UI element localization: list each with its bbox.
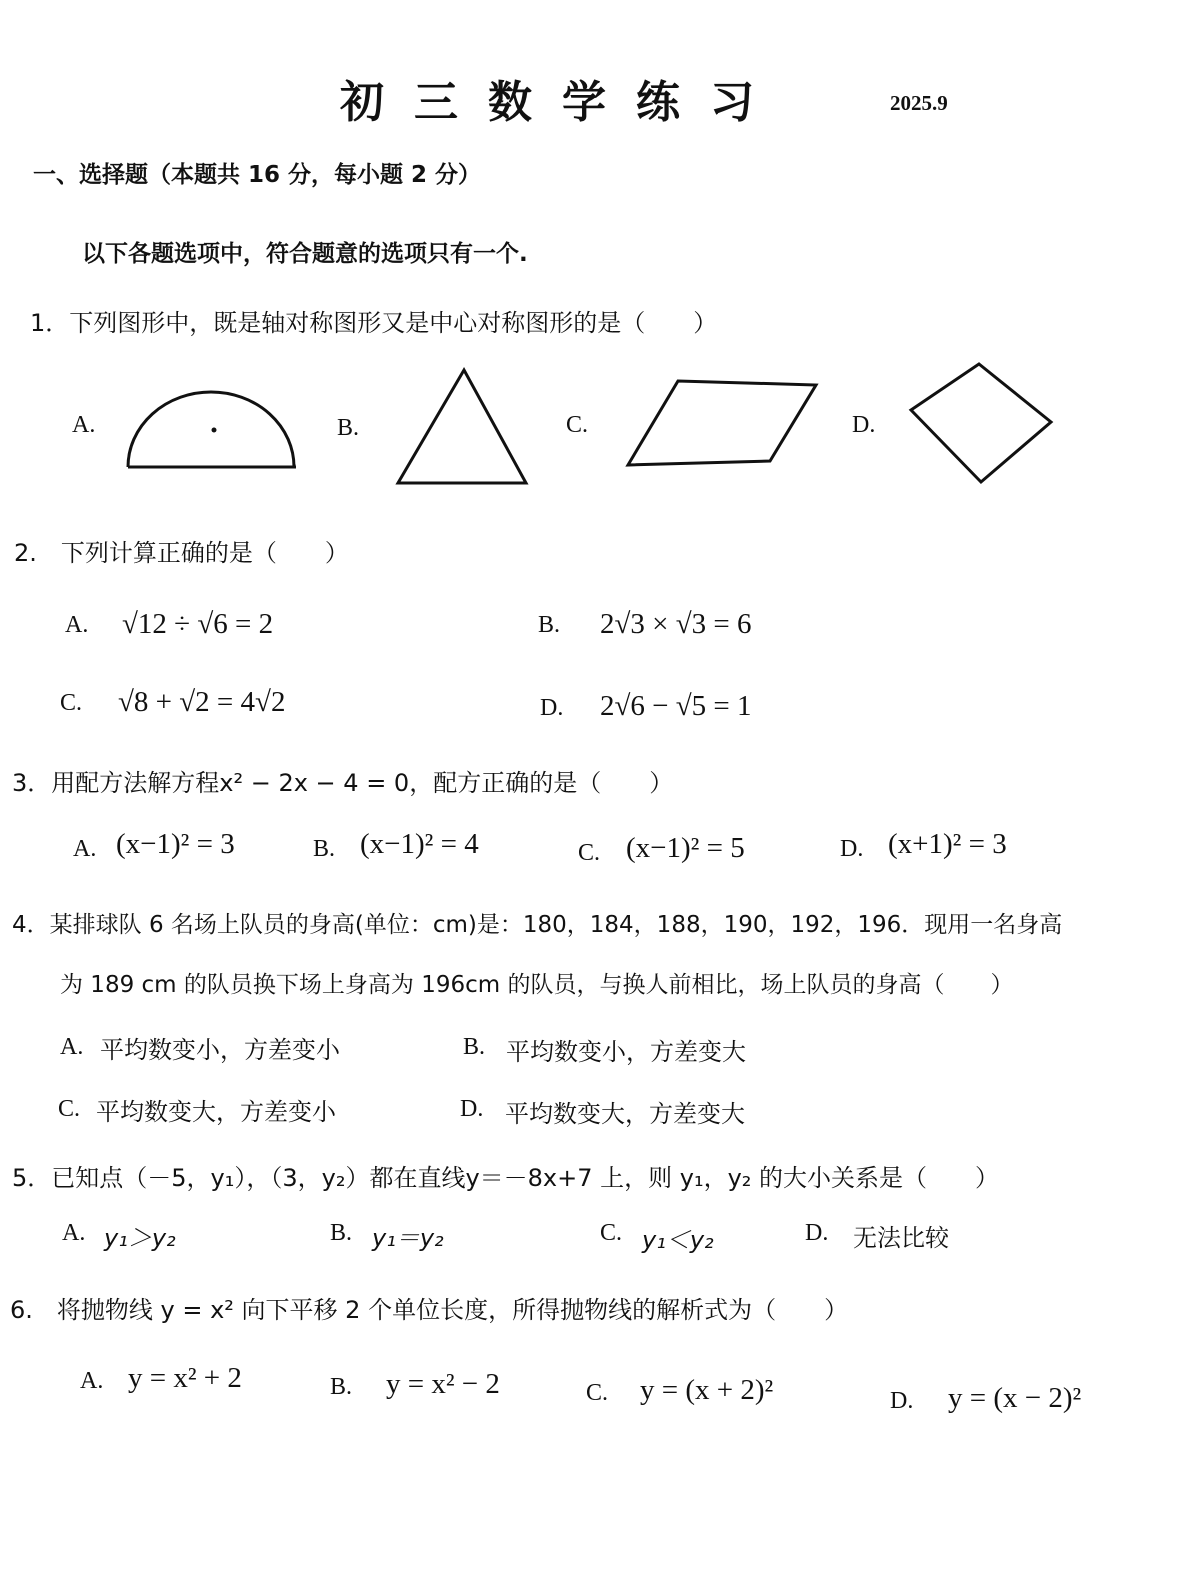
q3-option-b-expr: (x−1)² = 4 xyxy=(360,828,479,860)
question-4-line-1: 4．某排球队 6 名场上队员的身高(单位：cm)是：180，184，188，190，192，196．现用一名身高 xyxy=(12,912,1063,938)
question-3-text: 3．用配方法解方程x² − 2x − 4 = 0，配方正确的是（ ） xyxy=(12,769,674,797)
q5-option-c-text: y₁＜y₂ xyxy=(642,1226,714,1254)
q3-option-a-label: A. xyxy=(73,836,97,862)
q5-option-b-label: B. xyxy=(330,1220,353,1246)
q3-option-a-expr: (x−1)² = 3 xyxy=(116,828,235,860)
q6-option-b-label: B. xyxy=(330,1374,353,1400)
q5-option-b-text: y₁＝y₂ xyxy=(372,1224,444,1252)
semicircle-icon xyxy=(118,384,304,476)
q2-option-d-label: D. xyxy=(540,695,564,721)
q5-option-d-text: 无法比较 xyxy=(853,1224,949,1252)
section-instruction: 以下各题选项中，符合题意的选项只有一个. xyxy=(82,241,528,267)
q2-option-a-expr: √12 ÷ √6 = 2 xyxy=(122,608,274,640)
q4-option-a-label: A. xyxy=(60,1034,84,1060)
q5-option-c-label: C. xyxy=(600,1220,623,1246)
q2-option-b-expr: 2√3 × √3 = 6 xyxy=(600,608,752,640)
q6-option-c-expr: y = (x + 2)² xyxy=(640,1374,774,1406)
q5-option-a-label: A. xyxy=(62,1220,86,1246)
question-5-text: 5．已知点（－5，y₁），（3，y₂）都在直线y＝－8x+7 上，则 y₁，y₂ 的大小关系是（ ） xyxy=(12,1164,1000,1192)
q3-option-c-expr: (x−1)² = 5 xyxy=(626,832,745,864)
q1-option-d-label: D. xyxy=(852,412,876,438)
q6-option-d-label: D. xyxy=(890,1388,914,1414)
rhombus-icon xyxy=(905,360,1057,488)
exam-date: 2025.9 xyxy=(890,91,948,115)
q6-option-b-expr: y = x² − 2 xyxy=(386,1368,500,1400)
q2-option-d-expr: 2√6 − √5 = 1 xyxy=(600,690,752,722)
q2-option-c-expr: √8 + √2 = 4√2 xyxy=(118,686,286,718)
q4-option-b-label: B. xyxy=(463,1034,486,1060)
q3-option-b-label: B. xyxy=(313,836,336,862)
q4-option-a-text: 平均数变小，方差变小 xyxy=(100,1036,340,1064)
q2-option-a-label: A. xyxy=(65,612,89,638)
q1-option-a-label: A. xyxy=(72,412,96,438)
q6-option-d-expr: y = (x − 2)² xyxy=(948,1382,1082,1414)
q4-option-c-label: C. xyxy=(58,1096,81,1122)
question-4-line-2: 为 189 cm 的队员换下场上身高为 196cm 的队员，与换人前相比，场上队员的身高（ ） xyxy=(60,972,1014,998)
q3-option-d-label: D. xyxy=(840,836,864,862)
q2-option-b-label: B. xyxy=(538,612,561,638)
section-heading: 一、选择题（本题共 16 分，每小题 2 分） xyxy=(33,162,482,188)
question-6-text: 6. 将抛物线 y = x² 向下平移 2 个单位长度，所得抛物线的解析式为（ ） xyxy=(10,1296,849,1324)
q2-option-c-label: C. xyxy=(60,690,83,716)
q4-option-b-text: 平均数变小，方差变大 xyxy=(506,1038,746,1066)
q6-option-a-label: A. xyxy=(80,1368,104,1394)
q1-option-b-label: B. xyxy=(337,415,360,441)
q6-option-a-expr: y = x² + 2 xyxy=(128,1362,242,1394)
parallelogram-icon xyxy=(622,375,822,471)
q4-option-d-text: 平均数变大，方差变大 xyxy=(505,1100,745,1128)
q5-option-a-text: y₁＞y₂ xyxy=(104,1224,176,1252)
q3-option-d-expr: (x+1)² = 3 xyxy=(888,828,1007,860)
q4-option-d-label: D. xyxy=(460,1096,484,1122)
q1-option-c-label: C. xyxy=(566,412,589,438)
page-title: 初三数学练习 xyxy=(340,77,784,128)
q3-option-c-label: C. xyxy=(578,840,601,866)
q4-option-c-text: 平均数变大，方差变小 xyxy=(96,1098,336,1126)
q6-option-c-label: C. xyxy=(586,1380,609,1406)
q5-option-d-label: D. xyxy=(805,1220,829,1246)
triangle-icon xyxy=(392,365,532,491)
question-2-text: 2. 下列计算正确的是（ ） xyxy=(14,539,349,567)
question-1-text: 1．下列图形中，既是轴对称图形又是中心对称图形的是（ ） xyxy=(30,309,718,337)
